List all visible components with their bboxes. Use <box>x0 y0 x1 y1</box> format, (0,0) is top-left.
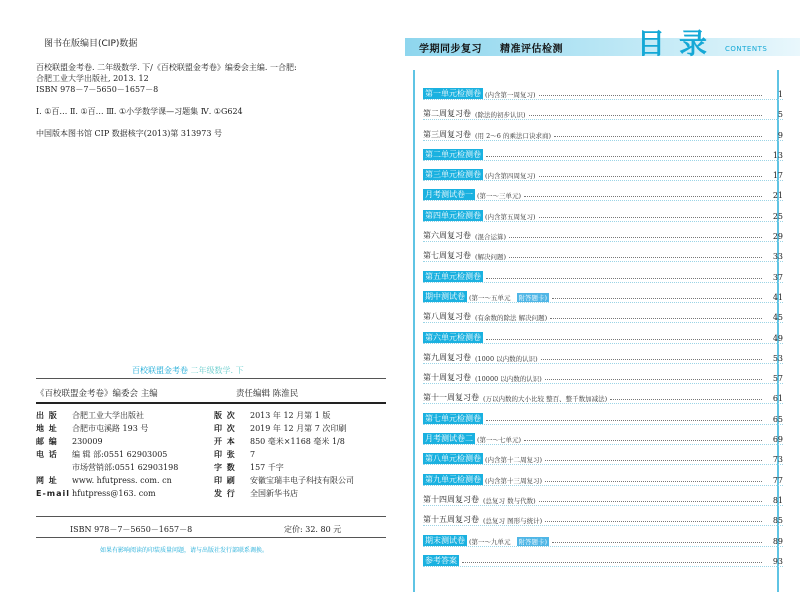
series-subtitle: 二年级数学. 下 <box>190 366 244 375</box>
pub-value: 2019 年 12 月第 7 次印刷 <box>250 424 347 433</box>
toc-page-number: 85 <box>772 516 783 526</box>
toc-page-number: 89 <box>772 536 783 546</box>
toc-item[interactable] <box>423 121 783 141</box>
pub-label: 网 址 <box>36 476 58 485</box>
toc-leader <box>554 136 762 137</box>
pub-label: E-mail <box>36 489 71 498</box>
divider <box>36 402 386 404</box>
toc-title: 第七单元检测卷 <box>425 413 481 423</box>
toc-list <box>423 80 783 567</box>
pub-label: 字 数 <box>214 463 236 472</box>
toc-item[interactable] <box>423 80 783 100</box>
toc-leader <box>524 196 762 197</box>
toc-page-number: 49 <box>772 333 783 343</box>
toc-leader <box>545 379 762 380</box>
toc-item[interactable] <box>423 324 783 344</box>
toc-leader <box>486 420 762 421</box>
price: 定价: 32. 80 元 <box>284 525 342 534</box>
pub-row <box>36 435 386 448</box>
toc-page-number: 45 <box>772 313 783 323</box>
toc-title: 第八周复习卷 <box>423 312 471 322</box>
toc-page-number: 9 <box>777 130 783 140</box>
toc-title: 第一单元检测卷 <box>425 89 481 98</box>
toc-item[interactable] <box>423 527 783 547</box>
pub-row <box>36 487 386 500</box>
toc-leader <box>486 339 762 340</box>
toc-page-number: 81 <box>772 495 783 505</box>
pub-value: 2013 年 12 月第 1 版 <box>250 411 331 420</box>
toc-page-number: 37 <box>772 272 783 282</box>
toc-leader <box>539 176 762 177</box>
pub-label: 发 行 <box>214 489 236 498</box>
toc-item[interactable] <box>423 242 783 262</box>
toc-title: 第六单元检测卷 <box>425 332 481 342</box>
toc-title: 第八单元检测卷 <box>425 454 481 464</box>
toc-note: (1000 以内数的认识) <box>475 354 538 363</box>
pub-label <box>36 461 72 474</box>
pub-value: 7 <box>250 450 256 459</box>
toc-note: (用 2～6 的乘法口诀求商) <box>475 131 551 140</box>
toc-title: 第四单元检测卷 <box>425 210 481 220</box>
cip-line: 中国版本图书馆 CIP 数据核字(2013)第 313973 号 <box>36 129 222 138</box>
header-left: 学期同步复习 <box>419 44 482 55</box>
toc-note: (10000 以内数的认识) <box>475 375 542 384</box>
toc-leader <box>486 156 762 157</box>
toc-page-number: 69 <box>772 435 783 445</box>
toc-page-number: 21 <box>772 191 783 201</box>
divider <box>36 516 386 517</box>
toc-item[interactable] <box>423 425 783 445</box>
pub-row <box>36 422 386 435</box>
pub-label: 地 址 <box>36 424 58 433</box>
toc-tag: 附答题卡) <box>518 293 548 302</box>
toc-leader <box>486 278 762 279</box>
toc-title: 第三周复习卷 <box>423 129 471 139</box>
pub-row <box>36 461 386 474</box>
cip-line: 合肥工业大学出版社, 2013. 12 <box>36 74 149 83</box>
toc-page-number: 41 <box>772 292 783 302</box>
pub-value: 850 毫米×1168 毫米 1/8 <box>250 437 345 446</box>
toc-item[interactable] <box>423 445 783 465</box>
toc-note: (内含第五周复习) <box>485 212 536 221</box>
cip-line <box>36 117 356 128</box>
toc-item[interactable] <box>423 466 783 486</box>
toc-title: 第七周复习卷 <box>423 251 471 261</box>
pub-label: 电 话 <box>36 450 58 459</box>
toc-leader <box>529 115 762 116</box>
toc-item[interactable] <box>423 486 783 506</box>
toc-page-number: 77 <box>772 475 783 485</box>
pub-value: hfutpress@163. com <box>72 489 156 498</box>
toc-item[interactable] <box>423 506 783 526</box>
pub-label: 邮 编 <box>36 437 58 446</box>
toc-item[interactable] <box>423 100 783 120</box>
cip-line: ISBN 978－7－5650－1657－8 <box>36 85 159 94</box>
toc-leader <box>550 318 762 319</box>
pub-value: 合肥工业大学出版社 <box>72 411 144 420</box>
cip-title: 图书在版编目(CIP)数据 <box>44 39 138 49</box>
pub-value: 230009 <box>72 437 103 446</box>
toc-page-number: 1 <box>777 90 783 99</box>
toc-note: (内含第一周复习) <box>485 91 536 99</box>
toc-page-number: 53 <box>772 353 783 363</box>
toc-leader <box>541 359 762 360</box>
toc-page-number: 57 <box>772 374 783 384</box>
toc-leader <box>552 298 762 299</box>
pub-value: 157 千字 <box>250 463 284 472</box>
toc-note: (第一～七单元) <box>477 436 522 445</box>
cip-line: 百校联盟金考卷. 二年级数学. 下/《百校联盟金考卷》编委会主编. 一合肥: <box>36 63 297 72</box>
toc-page-number: 33 <box>772 252 783 262</box>
editor: 责任编辑 陈淮民 <box>236 389 299 399</box>
toc-item[interactable] <box>423 283 783 303</box>
series-title: 百校联盟金考卷 <box>132 366 188 375</box>
toc-note: (第一～三单元) <box>477 192 522 201</box>
toc-title: 第三单元检测卷 <box>425 170 481 180</box>
toc-item[interactable] <box>423 141 783 161</box>
toc-note: (除法的初步认识) <box>475 111 526 120</box>
toc-item[interactable] <box>423 364 783 384</box>
pub-value: 市场营销部:0551 62903198 <box>72 463 179 472</box>
pub-value: www. hfutpress. com. cn <box>72 476 172 485</box>
author: 《百校联盟金考卷》编委会 主编 <box>36 389 158 399</box>
contents-title: 目录 <box>637 27 722 60</box>
pub-label: 开 本 <box>214 437 236 446</box>
header-slogan <box>419 40 563 55</box>
pub-label: 印 张 <box>214 450 236 459</box>
toc-leader <box>552 542 762 543</box>
toc-page-number: 61 <box>772 394 783 404</box>
toc-leader <box>509 257 762 258</box>
publication-info-table <box>36 409 386 500</box>
toc-note: (第一～九单元 <box>469 537 511 546</box>
contents-page <box>405 0 800 596</box>
pub-label: 印 刷 <box>214 476 236 485</box>
toc-page-number: 29 <box>772 232 783 242</box>
toc-note: (内含第十三周复习) <box>485 476 543 485</box>
pub-row <box>36 409 386 422</box>
toc-leader <box>610 399 762 400</box>
header-right: 精准评估检测 <box>500 44 563 55</box>
divider <box>36 537 386 538</box>
pub-value: 安徽宝瑞丰电子科技有限公司 <box>250 476 354 485</box>
toc-title: 第六周复习卷 <box>423 231 471 241</box>
toc-item[interactable] <box>423 303 783 323</box>
toc-note: (内含第十二周复习) <box>485 456 543 465</box>
toc-leader <box>539 95 762 96</box>
toc-note: (总复习 图形与统计) <box>483 517 543 526</box>
toc-item[interactable] <box>423 181 783 201</box>
quality-notice: 如果有影响阅读的印装质量问题，请与出版社发行部联系调换。 <box>100 547 269 554</box>
toc-page-number: 13 <box>772 150 783 160</box>
toc-note: (解决问题) <box>475 253 507 262</box>
toc-note: (混合运算) <box>475 233 507 242</box>
toc-page-number: 25 <box>772 211 783 221</box>
toc-page-number: 65 <box>772 414 783 424</box>
toc-note: (万以内数的大小比较 整百、整千数加减法) <box>483 395 608 404</box>
toc-leader <box>524 440 762 441</box>
toc-tag: 附答题卡) <box>518 537 548 546</box>
toc-item[interactable] <box>423 202 783 222</box>
toc-item[interactable] <box>423 405 783 425</box>
toc-title: 第二周复习卷 <box>423 109 471 119</box>
toc-title: 参考答案 <box>425 555 457 565</box>
toc-item[interactable] <box>423 263 783 283</box>
toc-leader <box>509 237 762 238</box>
author-row <box>36 387 386 399</box>
pub-label: 印 次 <box>214 424 236 433</box>
toc-title: 月考测试卷二 <box>425 434 473 444</box>
toc-note: (第一～五单元 <box>469 293 511 302</box>
toc-title: 月考测试卷一 <box>425 190 473 200</box>
toc-title: 期末测试卷 <box>425 535 465 545</box>
toc-item[interactable] <box>423 222 783 242</box>
toc-title: 第十周复习卷 <box>423 373 471 383</box>
cip-line: Ⅰ. ①百… Ⅱ. ①百… Ⅲ. ①小学数学课—习题集 Ⅳ. ①G624 <box>36 107 243 116</box>
toc-title: 第二单元检测卷 <box>425 149 481 159</box>
isbn-row <box>36 524 386 535</box>
toc-leader <box>545 481 762 482</box>
toc-item[interactable] <box>423 344 783 364</box>
book-series <box>132 365 244 376</box>
toc-leader <box>539 217 762 218</box>
toc-leader <box>539 501 762 502</box>
toc-page-number: 93 <box>772 556 783 566</box>
contents-title-en: CONTENTS <box>725 45 768 53</box>
pub-row <box>36 448 386 461</box>
pub-value: 全国新华书店 <box>250 489 298 498</box>
pub-value: 编 辑 部:0551 62903005 <box>72 450 168 459</box>
toc-title: 第十一周复习卷 <box>423 393 479 403</box>
toc-page-number: 73 <box>772 455 783 465</box>
toc-title: 第十五周复习卷 <box>423 515 479 525</box>
toc-title: 第九单元检测卷 <box>425 474 481 484</box>
toc-leader <box>545 521 762 522</box>
toc-title: 第九周复习卷 <box>423 352 471 362</box>
toc-item[interactable] <box>423 384 783 404</box>
toc-page-number: 17 <box>772 171 783 181</box>
cip-block <box>36 62 356 139</box>
toc-item[interactable] <box>423 161 783 181</box>
toc-title: 第十四周复习卷 <box>423 494 479 504</box>
isbn: ISBN 978－7－5650－1657－8 <box>70 525 193 534</box>
toc-note: (有余数的除法 解决问题) <box>475 314 548 323</box>
toc-leader <box>462 562 762 563</box>
toc-title: 第五单元检测卷 <box>425 271 481 281</box>
toc-note: (总复习 数与代数) <box>483 496 536 505</box>
pub-label: 版 次 <box>214 411 236 420</box>
toc-page-number: 5 <box>777 110 783 120</box>
divider <box>36 378 386 379</box>
pub-row <box>36 474 386 487</box>
toc-leader <box>545 460 762 461</box>
toc-item[interactable] <box>423 547 783 567</box>
toc-title: 期中测试卷 <box>425 291 465 301</box>
pub-value: 合肥市屯溪路 193 号 <box>72 424 149 433</box>
cip-line <box>36 95 356 106</box>
pub-label: 出 版 <box>36 411 58 420</box>
toc-note: (内含第四周复习) <box>485 172 536 181</box>
